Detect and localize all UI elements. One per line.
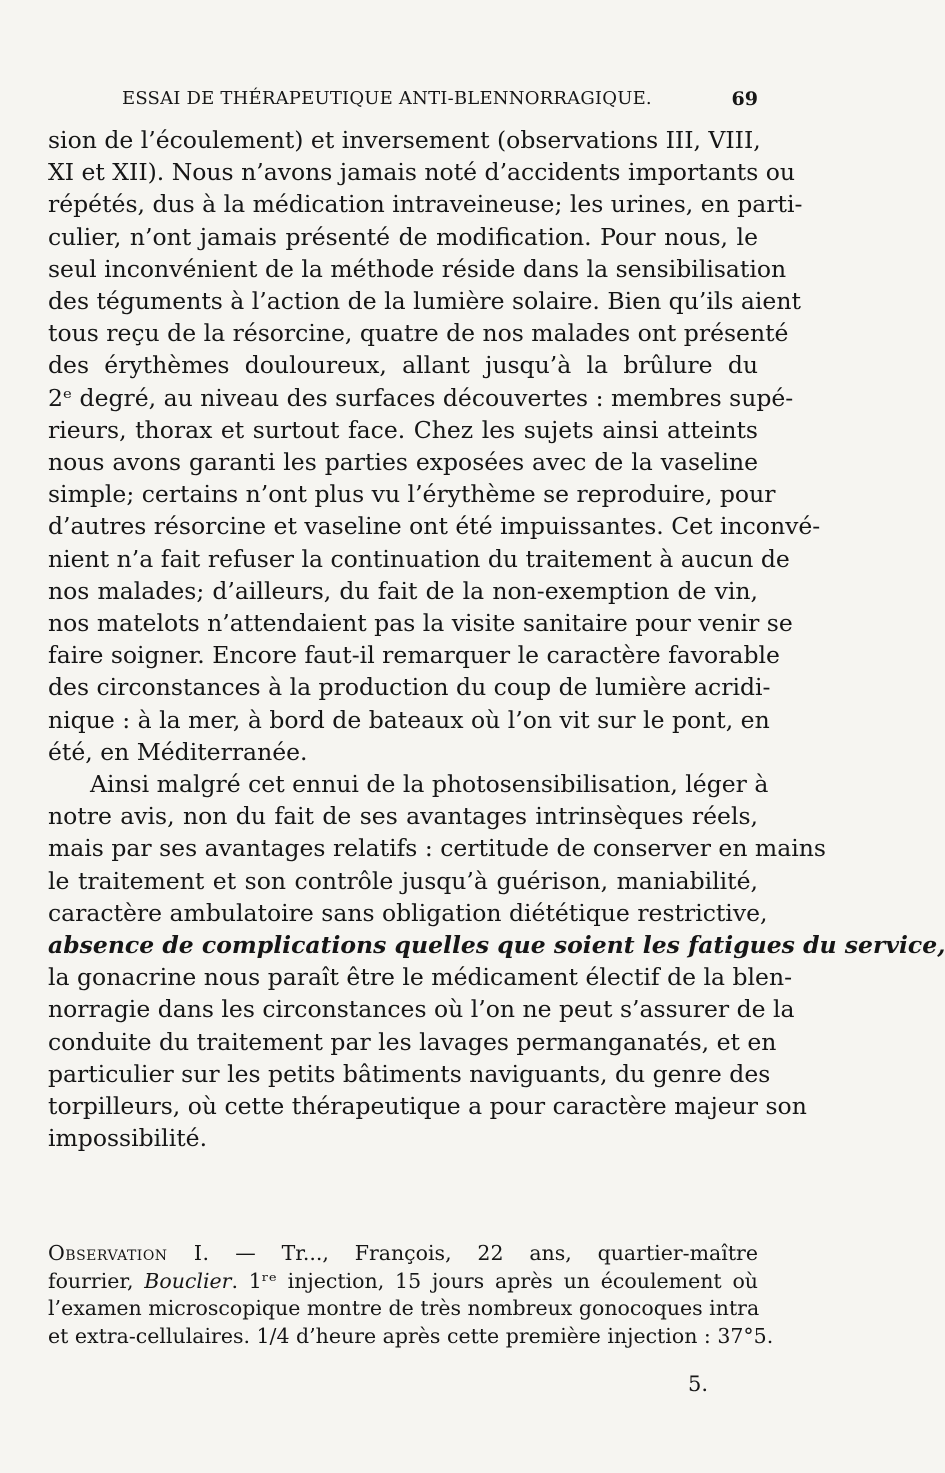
observation-text: fourrier, — [48, 1268, 145, 1293]
text-line: nos malades; d’ailleurs, du fait de la non-exemption de vin, — [48, 576, 758, 605]
text-line: sion de l’écoulement) et inversement (observations III, VIII, — [48, 126, 761, 154]
text-line: impossibilité. — [48, 1124, 208, 1153]
text-line: des téguments à l’action de la lumière solaire. Bien qu’ils aient — [48, 287, 801, 316]
text-line: notre avis, non du fait de ses avantages intrinsèques réels, — [48, 802, 758, 831]
ship-name: Bouclier — [144, 1268, 232, 1293]
text-line: le traitement et son contrôle jusqu’à guérison, maniabilité, — [48, 866, 758, 895]
text-line: conduite du traitement par les lavages permanganatés, et en — [48, 1027, 777, 1056]
text-line: norragie dans les circonstances où l’on ne peut s’assurer de la — [48, 995, 795, 1024]
text-line: nique : à la mer, à bord de bateaux où l’on vit sur le pont, en — [48, 705, 770, 734]
text-line: XI et XII). Nous n’avons jamais noté d’accidents importants ou — [48, 158, 796, 187]
observation-line — [48, 1240, 758, 1268]
body-text — [48, 124, 945, 1155]
text-line: faire soigner. Encore faut-il remarquer le caractère favorable — [48, 641, 780, 670]
running-head — [48, 88, 758, 112]
observation-line: et extra-cellulaires. 1/4 d’heure après cette première injection : 37°5. — [48, 1323, 774, 1348]
observation-text: — Tr..., François, 22 ans, quartier-maître — [209, 1241, 758, 1265]
text-line: nos matelots n’attendaient pas la visite sanitaire pour venir se — [48, 609, 793, 638]
text-line: d’autres résorcine et vaseline ont été impuissantes. Cet inconvé- — [48, 512, 821, 541]
text-line: simple; certains n’ont plus vu l’érythème se reproduire, pour — [48, 480, 776, 509]
text-line: la gonacrine nous paraît être le médicament électif de la blen- — [48, 963, 793, 992]
text-line: tous reçu de la résorcine, quatre de nos malades ont présenté — [48, 319, 789, 348]
observation-text: . 1ʳᵉ injection, 15 jours après un écoulement où — [231, 1268, 758, 1293]
text-line: été, en Méditerranée. — [48, 737, 308, 766]
text-line: répétés, dus à la médication intraveineuse; les urines, en parti- — [48, 190, 803, 219]
text-line: rieurs, thorax et surtout face. Chez les sujets ainsi atteints — [48, 415, 758, 444]
paragraph-1 — [48, 124, 821, 768]
running-head-title: ESSAI DE THÉRAPEUTIQUE ANTI-BLENNORRAGIQUE. — [122, 88, 652, 109]
text-line: culier, n’ont jamais présenté de modification. Pour nous, le — [48, 222, 758, 251]
text-line: Ainsi malgré cet ennui de la photosensibilisation, léger à — [90, 770, 769, 799]
text-line: particulier sur les petits bâtiments naviguants, du genre des — [48, 1059, 771, 1088]
observation-line — [48, 1268, 758, 1296]
text-line: nient n’a fait refuser la continuation du traitement à aucun de — [48, 544, 790, 573]
text-line: nous avons garanti les parties exposées avec de la vaseline — [48, 448, 758, 477]
text-line: des érythèmes douloureux, allant jusqu’à la brûlure du — [48, 351, 758, 380]
text-line: caractère ambulatoire sans obligation diététique restrictive, — [48, 898, 768, 927]
text-line: 2ᵉ degré, au niveau des surfaces découvertes : membres supé- — [48, 383, 794, 412]
text-line: des circonstances à la production du coup de lumière acridi- — [48, 673, 771, 702]
text-line: torpilleurs, où cette thérapeutique a pour caractère majeur son — [48, 1092, 807, 1121]
observation-heading: Observation I. — [48, 1241, 210, 1265]
text-line: seul inconvénient de la méthode réside dans la sensibilisation — [48, 254, 787, 283]
observation-line: l’examen microscopique montre de très nombreux gonocoques intra — [48, 1296, 760, 1320]
page-number: 69 — [731, 88, 758, 110]
observation-block — [48, 1240, 774, 1350]
signature-mark: 5. — [687, 1372, 708, 1396]
paragraph-2 — [48, 768, 945, 1154]
text-line: mais par ses avantages relatifs : certitude de conserver en mains — [48, 834, 826, 863]
emphasized-line: absence de complications quelles que soient les fatigues du service, — [48, 931, 945, 960]
